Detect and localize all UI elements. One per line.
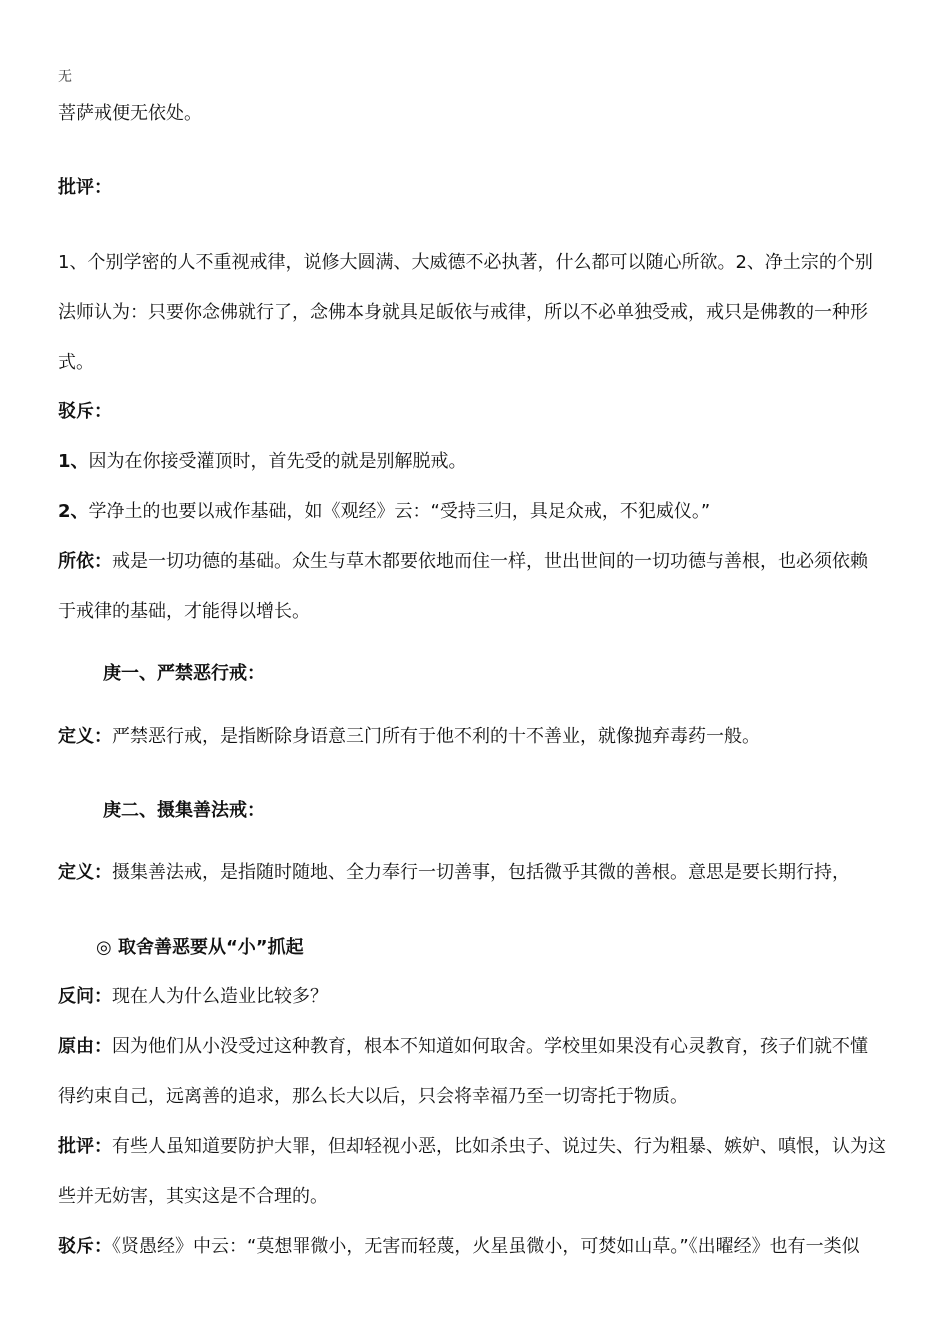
heading-label: 原由： xyxy=(58,1036,112,1057)
text-fragment: 因为在你接受灌顶时，首先受的就是别解脱戒。 xyxy=(88,451,467,472)
section-heading xyxy=(103,661,943,687)
heading-label: 驳斥： xyxy=(58,401,112,422)
text-line xyxy=(58,300,898,326)
text-line xyxy=(58,599,898,625)
section-heading xyxy=(103,798,943,824)
text-fragment: 些并无妨害，其实这是不合理的。 xyxy=(58,1186,328,1207)
heading-label: ◎ 取舍善恶要从“小”抓起 xyxy=(96,937,304,958)
text-fragment: 因为他们从小没受过这种教育，根本不知道如何取舍。学校里如果没有心灵教育，孩子们就不懂 xyxy=(112,1036,868,1057)
text-line xyxy=(58,1084,898,1110)
text-fragment: 摄集善法戒，是指随时随地、全力奉行一切善事，包括微乎其微的善根。意思是要长期行持， xyxy=(112,862,850,883)
heading-label: 反问： xyxy=(58,986,112,1007)
section-heading xyxy=(96,935,936,961)
text-line xyxy=(58,250,898,276)
text-fragment: 法师认为：只要你念佛就行了，念佛本身就具足皈依与戒律，所以不必单独受戒，戒只是佛教的一种形 xyxy=(58,302,868,323)
text-fragment: 菩萨戒便无依处。 xyxy=(58,103,202,124)
list-number: 2、 xyxy=(58,501,89,522)
text-line xyxy=(58,724,898,750)
heading-label: 批评： xyxy=(58,177,112,198)
text-line xyxy=(58,984,898,1010)
text-line xyxy=(58,860,898,886)
section-heading xyxy=(58,399,898,425)
text-line xyxy=(58,1184,898,1210)
text-line xyxy=(58,549,898,575)
text-line xyxy=(58,449,898,475)
text-fragment: 于戒律的基础，才能得以增长。 xyxy=(58,601,310,622)
section-heading xyxy=(58,175,898,201)
text-fragment: 无 xyxy=(58,69,72,85)
text-line xyxy=(58,64,898,90)
text-line xyxy=(58,499,898,525)
text-line xyxy=(58,1234,898,1260)
heading-label: 定义： xyxy=(58,726,112,747)
list-number: 1、 xyxy=(58,451,89,472)
text-fragment: 戒是一切功德的基础。众生与草木都要依地而住一样，世出世间的一切功德与善根，也必须依赖 xyxy=(112,551,868,572)
heading-label: 庚一、严禁恶行戒： xyxy=(103,663,265,684)
text-fragment: 1、个别学密的人不重视戒律，说修大圆满、大威德不必执著，什么都可以随心所欲。2、净土宗的个别 xyxy=(58,252,873,273)
text-fragment: 得约束自己，远离善的追求，那么长大以后，只会将幸福乃至一切寄托于物质。 xyxy=(58,1086,688,1107)
heading-label: 批评： xyxy=(58,1136,112,1157)
text-fragment: 学净土的也要以戒作基础，如《观经》云：“受持三归，具足众戒，不犯威仪。” xyxy=(88,501,711,522)
heading-label: 庚二、摄集善法戒： xyxy=(103,800,265,821)
text-line xyxy=(58,1134,898,1160)
text-fragment: 有些人虽知道要防护大罪，但却轻视小恶，比如杀虫子、说过失、行为粗暴、嫉妒、嗔恨，认为这 xyxy=(112,1136,886,1157)
heading-label: 定义： xyxy=(58,862,112,883)
text-line xyxy=(58,101,898,127)
text-fragment: 《贤愚经》中云：“莫想罪微小，无害而轻蔑，火星虽微小，可焚如山草。”《出曜经》也有一类似 xyxy=(112,1236,860,1257)
heading-label: 所依： xyxy=(58,551,112,572)
text-fragment: 严禁恶行戒，是指断除身语意三门所有于他不利的十不善业，就像抛弃毒药一般。 xyxy=(112,726,760,747)
text-fragment: 式。 xyxy=(58,352,94,373)
heading-label: 驳斥： xyxy=(58,1236,112,1257)
text-fragment: 现在人为什么造业比较多？ xyxy=(112,986,328,1007)
text-line xyxy=(58,350,898,376)
text-line xyxy=(58,1034,898,1060)
